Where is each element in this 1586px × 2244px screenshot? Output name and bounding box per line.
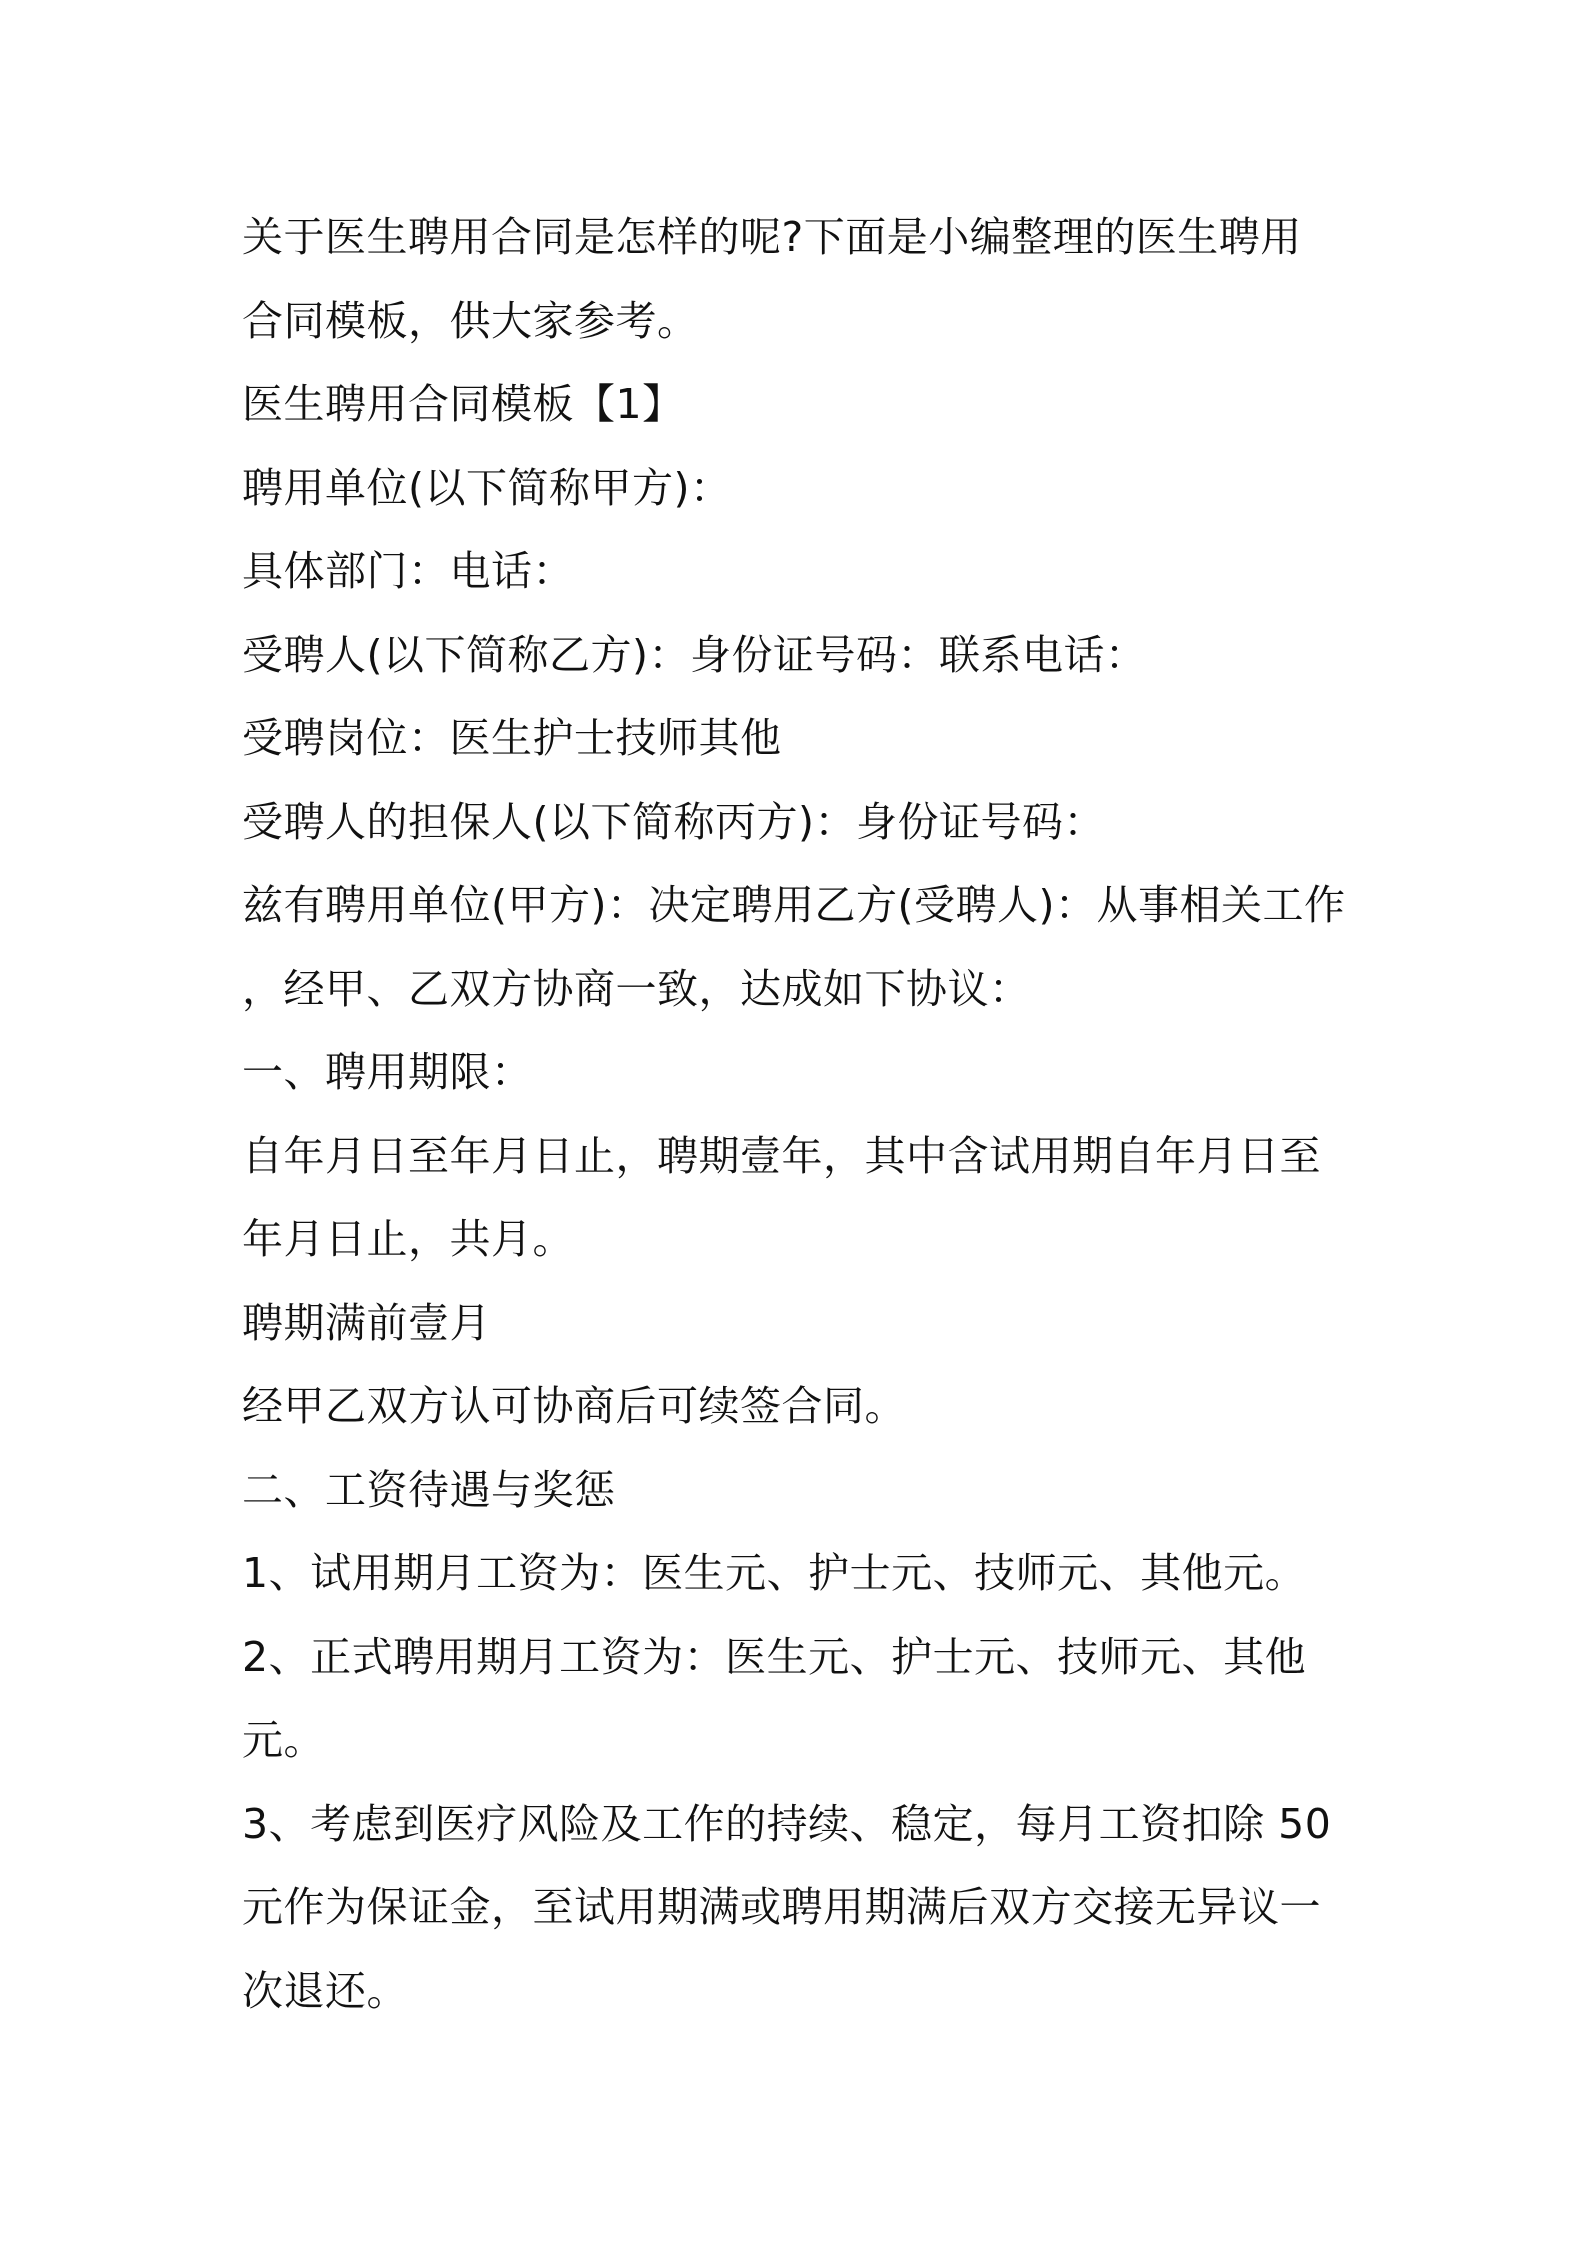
guarantor-field: 受聘人的担保人(以下简称丙方)：身份证号码： <box>242 797 1105 846</box>
agreement-line-1: 兹有聘用单位(甲方)：决定聘用乙方(受聘人)：从事相关工作 <box>242 881 1346 929</box>
intro-line-2: 合同模板，供大家参考。 <box>242 296 699 345</box>
salary-item-3-line-2: 元作为保证金，至试用期满或聘用期满后双方交接无异议一 <box>242 1883 1321 1931</box>
salary-item-2-line-2: 元。 <box>242 1716 325 1764</box>
document-body <box>242 196 1362 2033</box>
salary-item-3-line-3: 次退还。 <box>242 1966 408 2015</box>
salary-item-3-line-1: 3、考虑到医疗风险及工作的持续、稳定，每月工资扣除 50 <box>242 1799 1332 1848</box>
section-heading-term: 一、聘用期限： <box>242 1048 533 1096</box>
term-line-1: 自年月日至年月日止，聘期壹年，其中含试用期自年月日至 <box>242 1131 1321 1180</box>
department-phone-field: 具体部门：电话： <box>242 547 574 595</box>
employer-field: 聘用单位(以下简称甲方)： <box>242 463 732 512</box>
salary-item-2-line-1: 2、正式聘用期月工资为：医生元、护士元、技师元、其他 <box>242 1632 1307 1681</box>
employee-field: 受聘人(以下简称乙方)：身份证号码：联系电话： <box>242 630 1147 679</box>
salary-item-1: 1、试用期月工资为：医生元、护士元、技师元、其他元。 <box>242 1549 1307 1597</box>
intro-line-1: 关于医生聘用合同是怎样的呢?下面是小编整理的医生聘用 <box>242 213 1302 261</box>
term-line-2: 年月日止，共月。 <box>242 1215 574 1263</box>
contract-title: 医生聘用合同模板【1】 <box>242 380 684 428</box>
position-field: 受聘岗位：医生护士技师其他 <box>242 714 782 762</box>
term-line-3: 聘期满前壹月 <box>242 1298 491 1347</box>
term-line-4: 经甲乙双方认可协商后可续签合同。 <box>242 1382 906 1430</box>
agreement-line-2: ，经甲、乙双方协商一致，达成如下协议： <box>242 964 1031 1013</box>
section-heading-salary: 二、工资待遇与奖惩 <box>242 1465 616 1514</box>
